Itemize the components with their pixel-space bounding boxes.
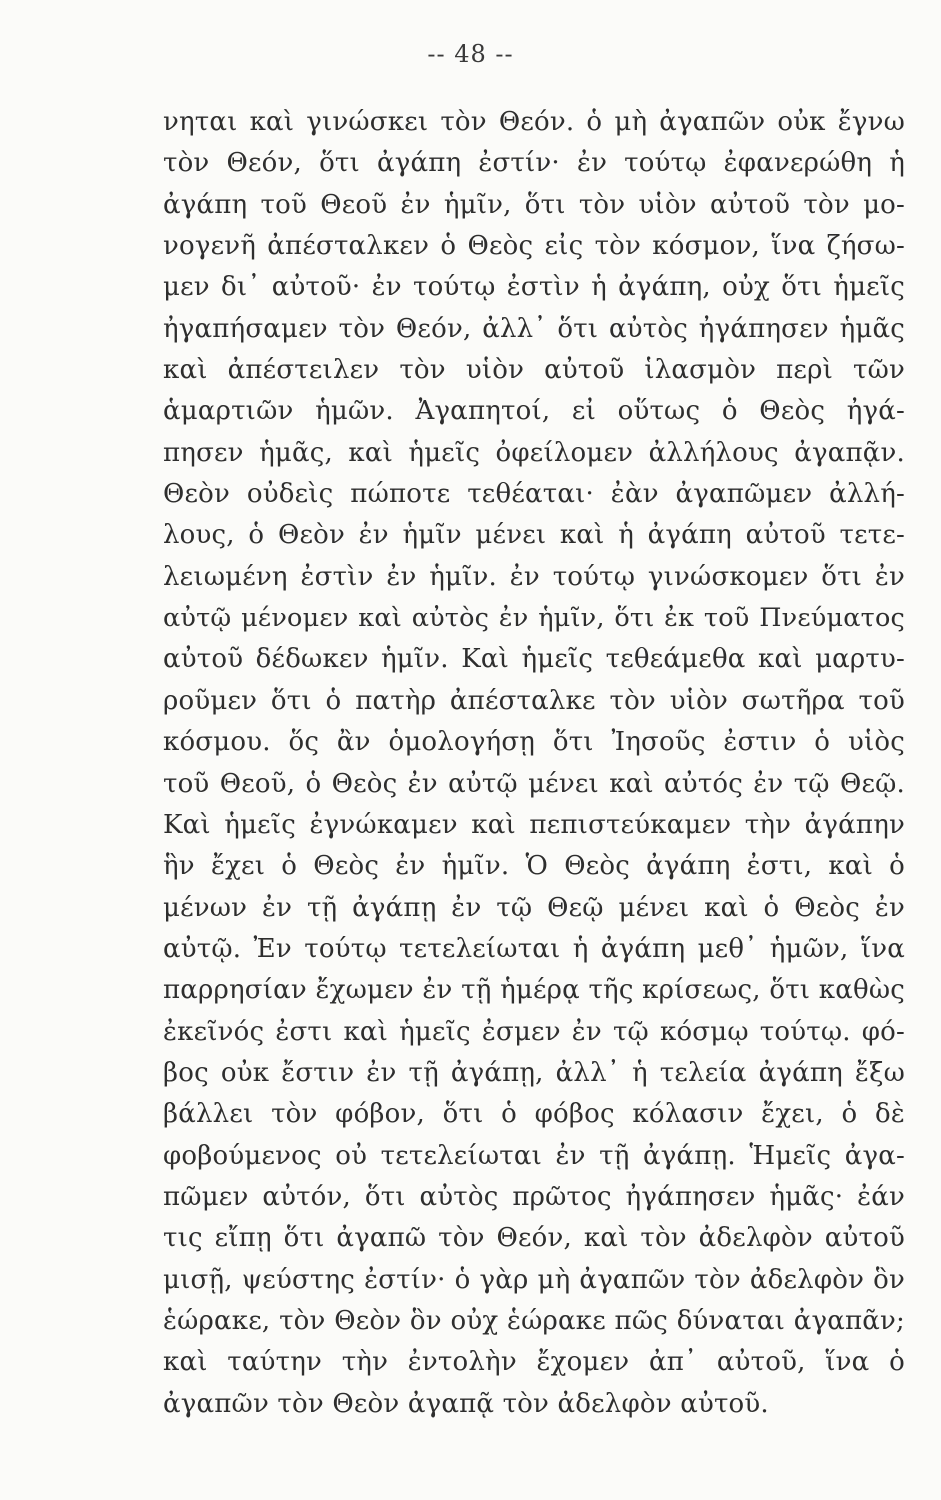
- text-line: καὶ ἀπέστειλεν τὸν υἱὸν αὐτοῦ ἱλασμὸν περὶ τῶν: [163, 355, 905, 386]
- text-line: ἁμαρτιῶν ἡμῶν. Ἀγαπητοί, εἰ οὕτως ὁ Θεὸς ἠγά-: [163, 396, 905, 427]
- text-line: καὶ ταύτην τὴν ἐντολὴν ἔχομεν ἀπ᾽ αὐτοῦ, ἵνα ὁ: [163, 1347, 905, 1378]
- page-number: -- 48 --: [427, 40, 514, 68]
- text-line: ἀγάπη τοῦ Θεοῦ ἐν ἡμῖν, ὅτι τὸν υἱὸν αὐτοῦ τὸν μο-: [163, 189, 905, 220]
- text-line: βάλλει τὸν φόβον, ὅτι ὁ φόβος κόλασιν ἔχει, ὁ δὲ: [163, 1099, 905, 1130]
- text-line: βος οὐκ ἔστιν ἐν τῇ ἀγάπῃ, ἀλλ᾽ ἡ τελεία ἀγάπη ἔξω: [163, 1057, 905, 1088]
- text-line: νηται καὶ γινώσκει τὸν Θεόν. ὁ μὴ ἀγαπῶν οὐκ ἔγνω: [163, 107, 905, 137]
- text-line: ἀγαπῶν τὸν Θεὸν ἀγαπᾷ τὸν ἀδελφὸν αὐτοῦ.: [163, 1388, 769, 1419]
- text-line: παρρησίαν ἔχωμεν ἐν τῇ ἡμέρᾳ τῆς κρίσεως, ὅτι καθὼς: [163, 975, 905, 1006]
- text-line: αὐτῷ μένομεν καὶ αὐτὸς ἐν ἡμῖν, ὅτι ἐκ τοῦ Πνεύματος: [163, 603, 905, 634]
- text-line: πησεν ἡμᾶς, καὶ ἡμεῖς ὀφείλομεν ἀλλήλους ἀγαπᾷν.: [163, 437, 905, 468]
- text-line: Καὶ ἡμεῖς ἐγνώκαμεν καὶ πεπιστεύκαμεν τὴν ἀγάπην: [163, 809, 905, 840]
- text-line: κόσμου. ὅς ἂν ὁμολογήσῃ ὅτι Ἰησοῦς ἐστιν ὁ υἱὸς: [163, 727, 905, 758]
- body-text: [163, 102, 905, 1425]
- text-line: αὐτῷ. Ἐν τούτῳ τετελείωται ἡ ἀγάπη μεθ᾽ ἡμῶν, ἵνα: [163, 933, 905, 964]
- text-line: φοβούμενος οὐ τετελείωται ἐν τῇ ἀγάπῃ. Ἡμεῖς ἀγα-: [163, 1140, 905, 1171]
- text-line: ἐκεῖνός ἐστι καὶ ἡμεῖς ἐσμεν ἐν τῷ κόσμῳ τούτῳ. φό-: [163, 1016, 905, 1047]
- text-line: νογενῆ ἀπέσταλκεν ὁ Θεὸς εἰς τὸν κόσμον, ἵνα ζήσω-: [163, 231, 905, 262]
- text-line: ἣν ἔχει ὁ Θεὸς ἐν ἡμῖν. Ὁ Θεὸς ἀγάπη ἐστι, καὶ ὁ: [163, 851, 905, 882]
- text-line: λους, ὁ Θεὸν ἐν ἡμῖν μένει καὶ ἡ ἀγάπη αὐτοῦ τετε-: [163, 520, 905, 551]
- text-line: λειωμένη ἐστὶν ἐν ἡμῖν. ἐν τούτῳ γινώσκομεν ὅτι ἐν: [163, 561, 905, 592]
- text-line: τὸν Θεόν, ὅτι ἀγάπη ἐστίν· ἐν τούτῳ ἐφανερώθη ἡ: [163, 148, 905, 179]
- text-line: πῶμεν αὐτόν, ὅτι αὐτὸς πρῶτος ἠγάπησεν ἡμᾶς· ἐάν: [163, 1181, 905, 1212]
- text-line: μεν δι᾽ αὐτοῦ· ἐν τούτῳ ἐστὶν ἡ ἀγάπη, οὐχ ὅτι ἡμεῖς: [163, 272, 905, 303]
- text-line: ἠγαπήσαμεν τὸν Θεόν, ἀλλ᾽ ὅτι αὐτὸς ἠγάπησεν ἡμᾶς: [163, 313, 905, 344]
- text-line: αὐτοῦ δέδωκεν ἡμῖν. Καὶ ἡμεῖς τεθεάμεθα καὶ μαρτυ-: [163, 644, 905, 675]
- text-line: ροῦμεν ὅτι ὁ πατὴρ ἀπέσταλκε τὸν υἱὸν σωτῆρα τοῦ: [163, 685, 905, 716]
- text-line: ἑώρακε, τὸν Θεὸν ὃν οὐχ ἑώρακε πῶς δύναται ἀγαπᾶν;: [163, 1305, 905, 1336]
- text-line: μένων ἐν τῇ ἀγάπῃ ἐν τῷ Θεῷ μένει καὶ ὁ Θεὸς ἐν: [163, 892, 905, 923]
- text-line: μισῇ, ψεύστης ἐστίν· ὁ γὰρ μὴ ἀγαπῶν τὸν ἀδελφὸν ὃν: [163, 1264, 905, 1295]
- text-line: τοῦ Θεοῦ, ὁ Θεὸς ἐν αὐτῷ μένει καὶ αὐτός ἐν τῷ Θεῷ.: [163, 768, 905, 799]
- text-line: τις εἴπῃ ὅτι ἀγαπῶ τὸν Θεόν, καὶ τὸν ἀδελφὸν αὐτοῦ: [163, 1223, 905, 1254]
- text-line: Θεὸν οὐδεὶς πώποτε τεθέαται· ἐὰν ἀγαπῶμεν ἀλλή-: [163, 479, 905, 510]
